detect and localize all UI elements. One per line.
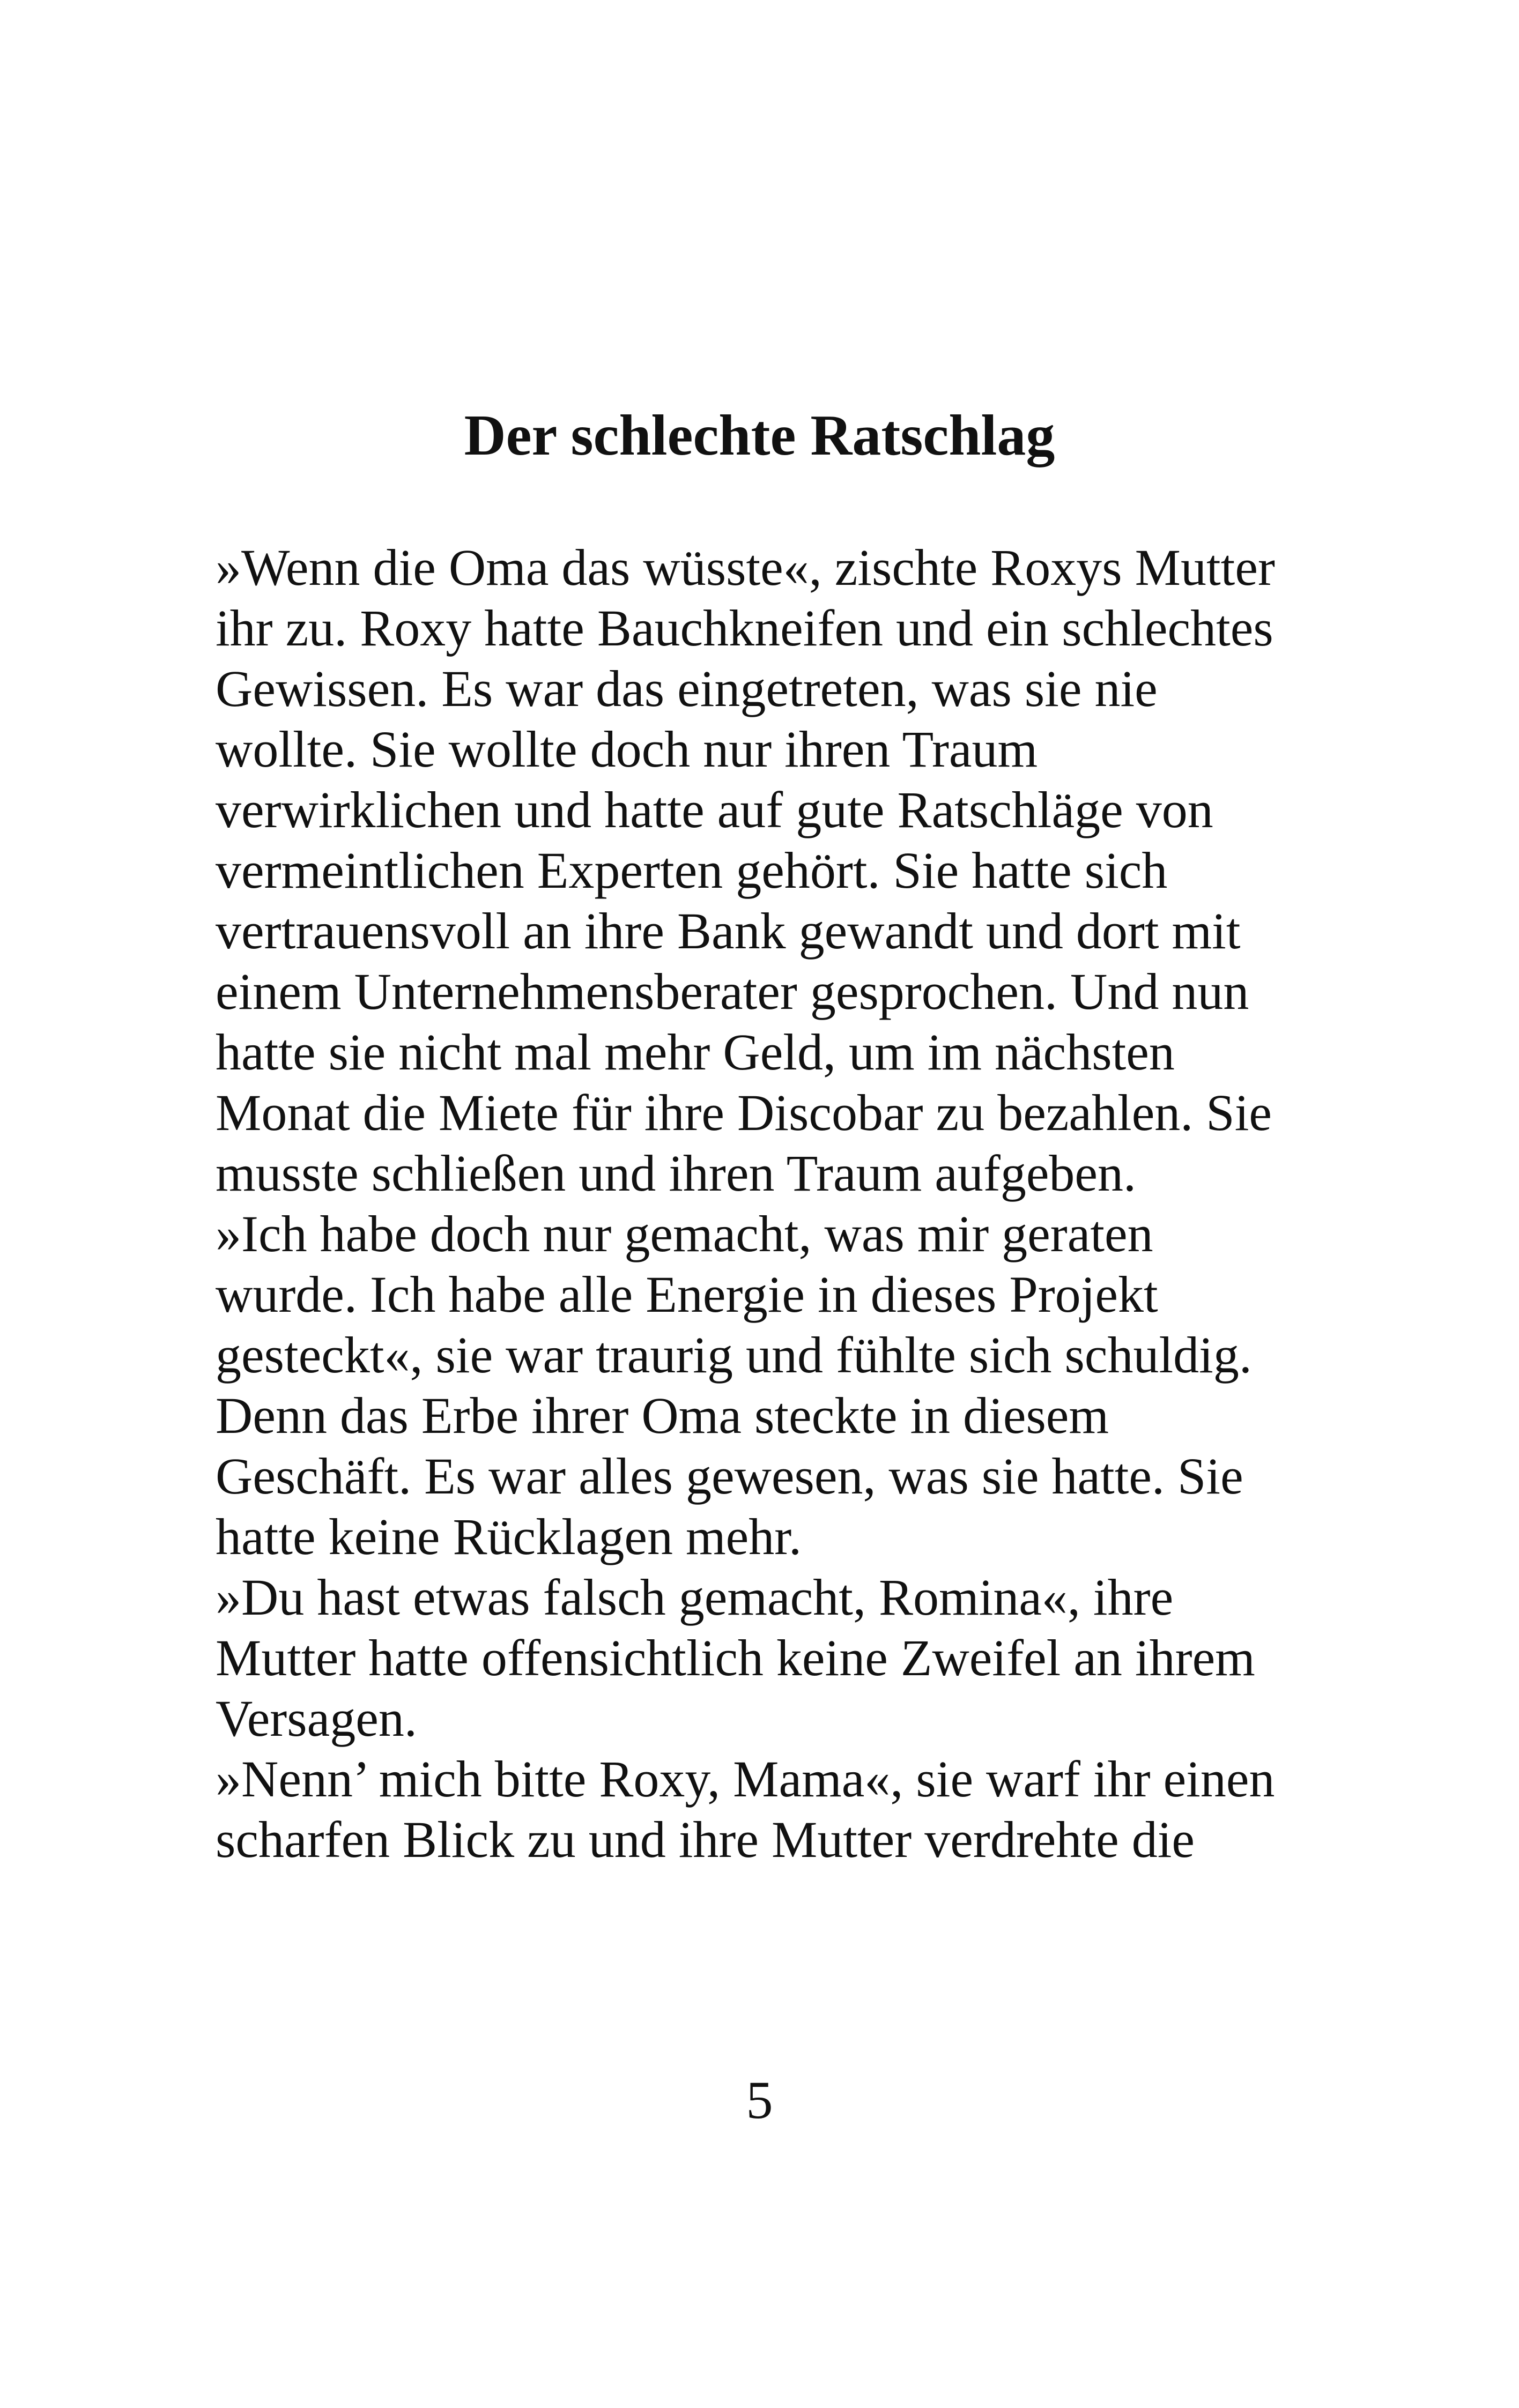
chapter-title: Der schlechte Ratschlag bbox=[464, 404, 1055, 467]
text-line: Mutter hatte offensichtlich keine Zweifel an ihrem bbox=[216, 1629, 1255, 1686]
text-line: wurde. Ich habe alle Energie in dieses Projekt bbox=[216, 1266, 1158, 1323]
text-line: verwirklichen und hatte auf gute Ratschläge von bbox=[216, 781, 1213, 838]
text-line: »Wenn die Oma das wüsste«, zischte Roxys Mutter bbox=[216, 539, 1275, 596]
text-line: »Ich habe doch nur gemacht, was mir geraten bbox=[216, 1205, 1153, 1262]
text-line: gesteckt«, sie war traurig und fühlte sich schuldig. bbox=[216, 1326, 1252, 1384]
text-line: hatte keine Rücklagen mehr. bbox=[216, 1508, 802, 1565]
page-number: 5 bbox=[746, 2070, 773, 2130]
text-line: vermeintlichen Experten gehört. Sie hatte sich bbox=[216, 842, 1168, 899]
text-line: Gewissen. Es war das eingetreten, was sie nie bbox=[216, 660, 1158, 717]
text-line: hatte sie nicht mal mehr Geld, um im nächsten bbox=[216, 1023, 1175, 1081]
text-line: Geschäft. Es war alles gewesen, was sie hatte. Sie bbox=[216, 1447, 1243, 1505]
text-line: einem Unternehmensberater gesprochen. Und nun bbox=[216, 963, 1249, 1020]
body-text bbox=[216, 537, 1342, 1870]
text-line: scharfen Blick zu und ihre Mutter verdrehte die bbox=[216, 1811, 1195, 1868]
text-line: »Nenn’ mich bitte Roxy, Mama«, sie warf ihr einen bbox=[216, 1750, 1275, 1808]
text-line: Denn das Erbe ihrer Oma steckte in diesem bbox=[216, 1387, 1109, 1444]
text-line: musste schließen und ihren Traum aufgeben. bbox=[216, 1144, 1137, 1202]
text-line: wollte. Sie wollte doch nur ihren Traum bbox=[216, 720, 1038, 778]
text-line: Versagen. bbox=[216, 1690, 417, 1747]
text-line: Monat die Miete für ihre Discobar zu bezahlen. Sie bbox=[216, 1084, 1272, 1141]
text-line: ihr zu. Roxy hatte Bauchkneifen und ein schlechtes bbox=[216, 599, 1273, 657]
text-line: »Du hast etwas falsch gemacht, Romina«, ihre bbox=[216, 1569, 1174, 1626]
text-line: vertrauensvoll an ihre Bank gewandt und dort mit bbox=[216, 902, 1241, 960]
